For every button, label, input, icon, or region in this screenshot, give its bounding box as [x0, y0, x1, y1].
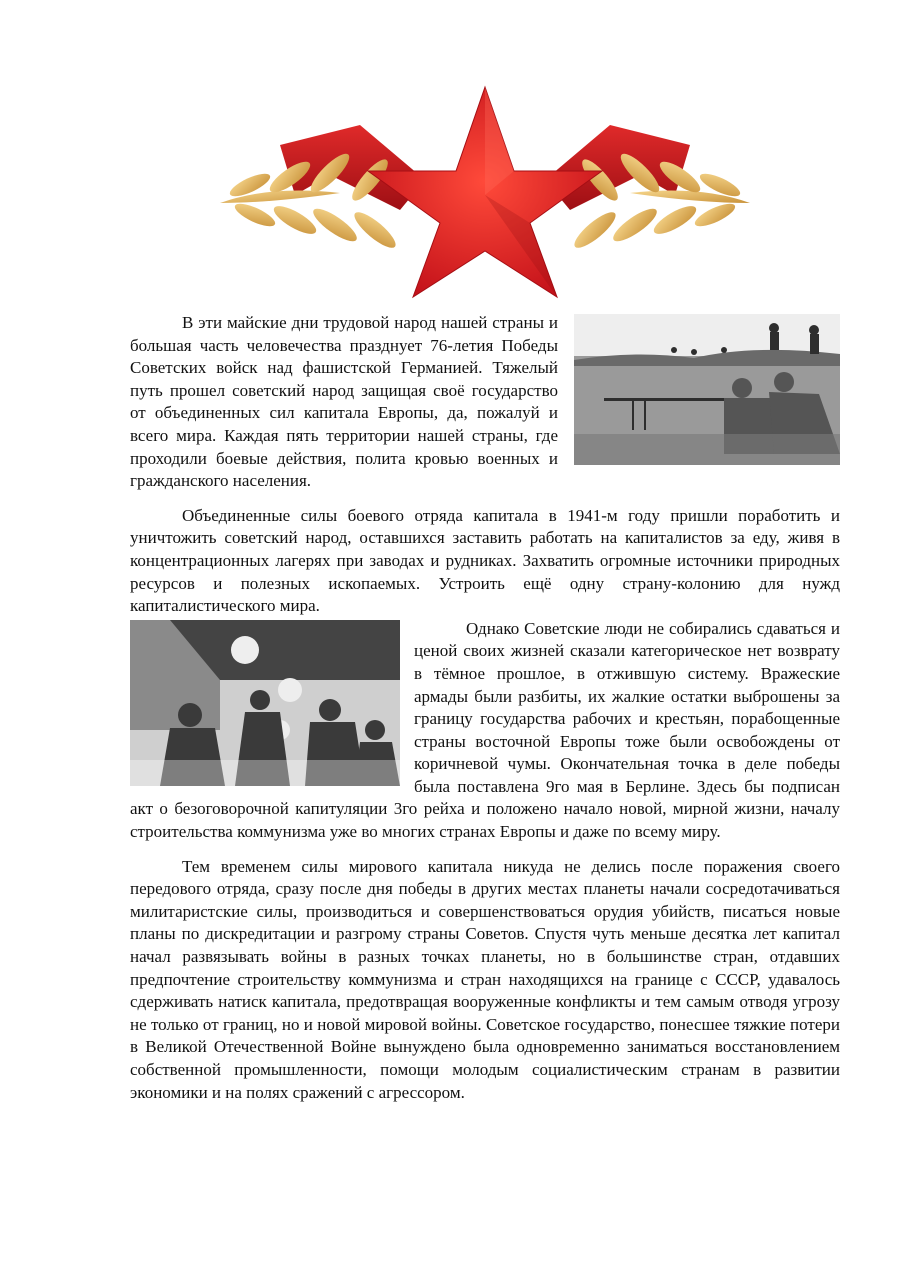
paragraph-1: В эти майские дни трудовой народ нашей страны и большая часть человечества празднует 76-летия Победы Советских войск над фашистской Германией. Тяжелый путь прошел советский народ защищая своё государство от объединенных сил капитала Европы, да, пожалуй и всего мира. Каждая пять территории нашей страны, где проходили боевые действия, полита кровью военных и гражданского населения.: [130, 313, 558, 491]
article-body: [130, 312, 840, 1104]
paragraph-4: Тем временем силы мирового капитала никуда не делись после поражения своего передового отряда, сразу после дня победы в других местах планеты начали сосредотачиваться милитаристские силы, производиться и совершенствоваться орудия убийств, писаться новые планы по дискредитации и разгрому страны Советов. Спустя чуть меньше десятка лет капитал начал развязывать войны в разных точках планеты, но в большинстве стран, отдавших предпочтение строительству коммунизма и стран находящихся на границе с СССР, удавалось сдерживать натиск капитала, предотвращая вооруженные конфликты и тем самым отводя угрозу не только от границ, но и новой мировой войны. Советское государство, понесшее тяжкие потери в Великой Отечественной Войне вынуждено была одновременно заниматься восстановлением собственной промышленности, помощи молодым социалистическим странам в развитии экономики и на полях сражений с агрессором.: [130, 856, 840, 1102]
paragraph-2: Объединенные силы боевого отряда капитала в 1941-м году пришли поработить и уничтожить советский народ, оставшихся заставить работать на капиталистов за еду, живя в концентрационных лагерях при заводах и рудниках. Захватить огромные источники природных ресурсов и полезных ископаемых. Устроить ещё одну страну-колонию для нужд капиталистического мира.: [130, 505, 840, 616]
soldiers-machine-gun-photo: [574, 314, 840, 465]
red-star-laurel-emblem: [210, 85, 760, 300]
victory-celebration-crowd-photo: [130, 620, 400, 786]
paragraph-3: Однако Советские люди не собирались сдаваться и ценой своих жизней сказали категорическое нет возврату в тёмное прошлое, в отжившую систему. Вражеские армады были разбиты, их жалкие остатки выброшены за границу государства рабочих и крестьян, порабощенные страны восточной Европы тоже были освобождены от коричневой чумы. Окончательная точка в деле победы была поставлена 9го мая в Берлине. Здесь бы подписан акт о безоговорочной капитуляции 3го рейха и положено начало новой, мирной жизни, началу строительства коммунизма уже во многих странах Европы и даже по всему миру.: [130, 618, 840, 842]
